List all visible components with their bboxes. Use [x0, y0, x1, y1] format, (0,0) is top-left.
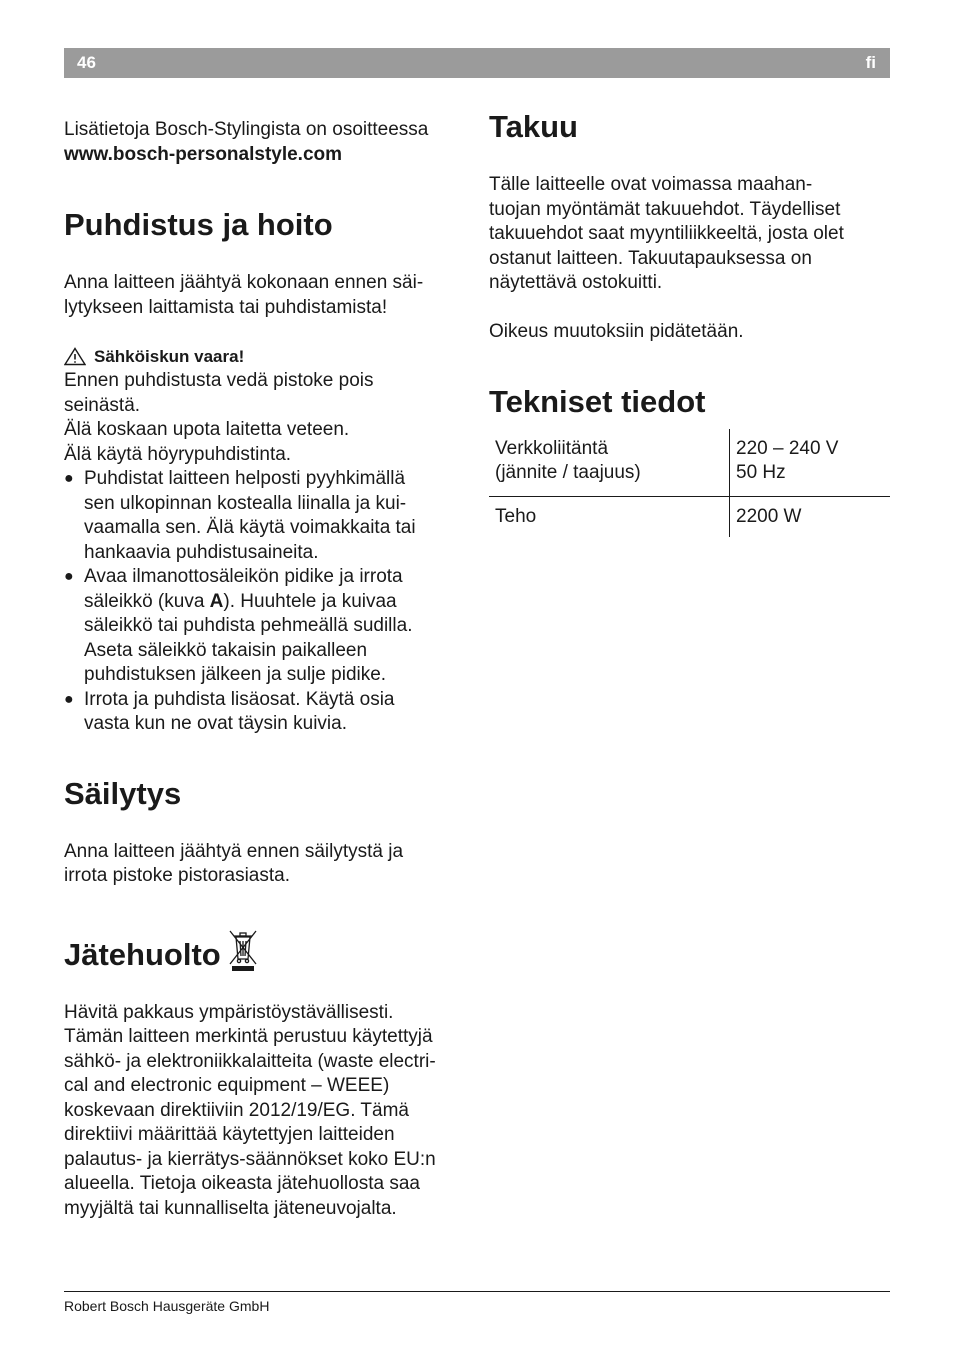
table-row — [489, 496, 890, 537]
text-line: takuuehdot saat myyntiliikkeeltä, josta olet — [489, 223, 844, 244]
footer-divider — [64, 1291, 890, 1292]
list-item — [64, 688, 469, 737]
intro-line: Lisätietoja Bosch-Stylingista on osoitteessa — [64, 119, 429, 140]
spec-label-cell — [489, 429, 730, 497]
page-header-bar — [64, 48, 890, 78]
text-line: ● Irrota ja puhdista lisäosat. Käytä osia — [84, 688, 395, 710]
spec-label: Verkkoliitäntä — [495, 437, 609, 459]
text-line: Tämän laitteen merkintä perustuu käytettyjä — [64, 1026, 433, 1047]
text-line: Aseta säleikkö takaisin paikalleen — [84, 639, 368, 661]
section-title-specs: Tekniset tiedot — [489, 383, 706, 419]
language-code: fi — [865, 53, 876, 72]
warning-heading — [64, 345, 469, 370]
list-item — [64, 467, 469, 565]
table-row — [489, 429, 890, 497]
left-column — [64, 108, 469, 1221]
text-line: puhdistuksen jälkeen ja sulje pidike. — [84, 664, 387, 685]
text-line: cal and electronic equipment – WEEE) — [64, 1075, 390, 1096]
text-line: hankaavia puhdistusaineita. — [84, 541, 319, 563]
spec-value-cell — [730, 496, 891, 537]
text-line: myyjältä tai kunnalliselta jäteneuvojalta. — [64, 1197, 397, 1219]
text-line: säleikkö tai puhdista pehmeällä sudilla. — [84, 615, 413, 636]
text-line: direktiivi määrittää käytettyjen laitteiden — [64, 1124, 395, 1145]
warning-block — [64, 345, 469, 468]
warning-triangle-icon — [64, 347, 86, 366]
cleaning-bullet-list — [64, 467, 469, 737]
text-line — [84, 590, 469, 615]
warranty-paragraph — [489, 173, 890, 296]
storage-paragraph — [64, 840, 469, 889]
list-item — [64, 565, 469, 688]
figure-reference: A — [209, 590, 224, 612]
website-link[interactable]: www.bosch-personalstyle.com — [64, 143, 343, 165]
spec-label-cell — [489, 496, 730, 537]
text-line: näytettävä ostokuitti. — [489, 272, 663, 293]
spec-value: 2200 W — [736, 505, 802, 527]
text-line: Älä koskaan upota laitetta veteen. — [64, 419, 350, 440]
text-line: vasta kun ne ovat täysin kuivia. — [84, 713, 347, 734]
text-line: seinästä. — [64, 394, 141, 416]
section-title-warranty: Takuu — [489, 109, 578, 144]
spec-value-cell — [730, 429, 891, 497]
spec-label: (jännite / taajuus) — [495, 462, 641, 483]
section-title-disposal — [64, 928, 469, 974]
text-line: Ennen puhdistusta vedä pistoke pois — [64, 370, 374, 391]
disposal-title-text: Jätehuolto — [64, 936, 221, 972]
text-line: Tälle laitteelle ovat voimassa maahan- — [489, 174, 813, 195]
section-title-storage: Säilytys — [64, 775, 182, 811]
text-line: alueella. Tietoja oikeasta jätehuollosta saa — [64, 1173, 420, 1194]
text-line: ostanut laitteen. Takuutapauksessa on — [489, 247, 812, 269]
crossed-bin-icon — [227, 928, 259, 972]
text-line: ● Puhdistat laitteen helposti pyyhkimällä — [84, 468, 406, 489]
right-column — [489, 108, 890, 537]
warning-title: Sähköiskun vaara! — [94, 346, 245, 366]
text-line: ● Avaa ilmanottosäleikön pidike ja irrota — [84, 566, 403, 587]
text-line: sähkö- ja elektroniikkalaitteita (waste electri- — [64, 1050, 436, 1072]
text-line: tuojan myöntämät takuuehdot. Täydelliset — [489, 198, 841, 220]
text-line: sen ulkopinnan kostealla liinalla ja kui- — [84, 492, 407, 514]
text-line: irrota pistoke pistorasiasta. — [64, 865, 290, 886]
footer-company: Robert Bosch Hausgeräte GmbH — [64, 1298, 270, 1314]
spec-value: 50 Hz — [736, 462, 786, 483]
text-fragment: ). Huuhtele ja kuivaa — [223, 590, 397, 612]
intro-paragraph — [64, 118, 469, 167]
text-line: koskevaan direktiiviin 2012/19/EG. Tämä — [64, 1099, 409, 1121]
section-title-cleaning: Puhdistus ja hoito — [64, 207, 333, 242]
text-line: palautus- ja kierrätys-säännökset koko EU:n — [64, 1148, 436, 1170]
text-fragment: säleikkö (kuva — [84, 590, 210, 612]
page-number: 46 — [77, 53, 96, 72]
disposal-paragraph — [64, 1001, 469, 1222]
text-line: Anna laitteen jäähtyä ennen säilytystä ja — [64, 840, 404, 862]
reservation-note: Oikeus muutoksiin pidätetään. — [489, 321, 744, 342]
text-line: Anna laitteen jäähtyä kokonaan ennen säi- — [64, 272, 424, 293]
text-line: lytykseen laittamista tai puhdistamista! — [64, 296, 388, 318]
text-line: Älä käytä höyrypuhdistinta. — [64, 443, 292, 465]
cleaning-intro — [64, 271, 469, 320]
text-line: Hävitä pakkaus ympäristöystävällisesti. — [64, 1001, 394, 1023]
text-line: vaamalla sen. Älä käytä voimakkaita tai — [84, 517, 416, 538]
spec-value: 220 – 240 V — [736, 437, 839, 459]
spec-label: Teho — [495, 505, 537, 527]
specs-table — [489, 429, 890, 538]
